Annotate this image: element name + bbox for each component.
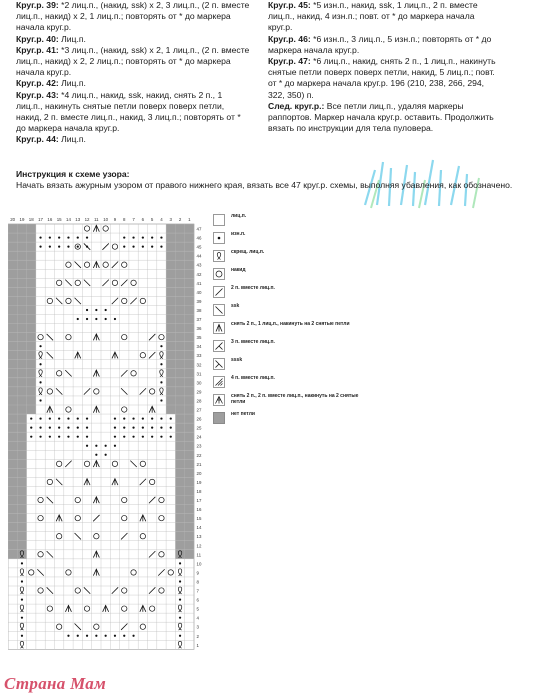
column-number: 8 bbox=[123, 217, 126, 222]
purl-dot bbox=[160, 427, 162, 429]
purl-dot bbox=[132, 436, 134, 438]
purl-dot bbox=[123, 635, 125, 637]
purl-dot bbox=[39, 399, 41, 401]
purl-dot bbox=[86, 318, 88, 320]
slash-left-icon bbox=[213, 304, 225, 316]
purl-dot bbox=[160, 417, 162, 419]
no-stitch-cell bbox=[166, 405, 194, 414]
row-number: 36 bbox=[196, 326, 202, 332]
row-number: 22 bbox=[196, 452, 202, 458]
purl-dot bbox=[86, 436, 88, 438]
watermark: Страна Мам bbox=[4, 674, 107, 693]
purl-dot bbox=[160, 381, 162, 383]
no-stitch-cell bbox=[166, 269, 194, 278]
no-stitch-cell bbox=[166, 224, 194, 233]
circle-icon bbox=[213, 268, 225, 280]
column-number: 7 bbox=[132, 217, 135, 222]
no-stitch-cell bbox=[166, 333, 194, 342]
legend-item bbox=[213, 411, 373, 424]
purl-dot bbox=[30, 427, 32, 429]
purl-dot bbox=[77, 427, 79, 429]
purl-dot bbox=[170, 427, 172, 429]
row-number: 13 bbox=[196, 534, 202, 540]
column-number: 20 bbox=[10, 217, 16, 222]
purl-dot bbox=[114, 635, 116, 637]
purl-dot bbox=[86, 417, 88, 419]
no-stitch-cell bbox=[166, 342, 194, 351]
row-43: Круг.р. 43: *4 лиц.п., накид, ssk, накид, снять 2 п., 1 лиц.п., накинуть снятые петли поверх поверх петли, накид, 2 п. вместе лиц.п., накид, 3 лиц.п.; повторять от * до маркера начала круг.р. bbox=[16, 89, 241, 134]
no-stitch-cell bbox=[166, 296, 194, 305]
purl-dot bbox=[86, 445, 88, 447]
legend-label: 4 п. вместе лиц.п. bbox=[231, 375, 275, 381]
purl-dot bbox=[39, 381, 41, 383]
purl-dot bbox=[77, 417, 79, 419]
row-number: 2 bbox=[196, 633, 199, 639]
purl-dot bbox=[142, 236, 144, 238]
purl-dot bbox=[95, 318, 97, 320]
row-number: 5 bbox=[196, 606, 199, 612]
instructions-body: Начать вязать ажурным узором от правого нижнего края, вязать все 47 круг.р. схемы, выполняя убавления, как обозначено. bbox=[16, 180, 513, 191]
row-number: 19 bbox=[196, 479, 202, 485]
purl-dot bbox=[49, 246, 51, 248]
legend-item bbox=[213, 321, 373, 334]
row-number: 27 bbox=[196, 407, 202, 413]
legend-label: лиц.п. bbox=[231, 213, 247, 219]
purl-dot bbox=[39, 363, 41, 365]
three-together-icon bbox=[213, 340, 225, 352]
row-number: 18 bbox=[196, 488, 202, 494]
no-stitch-cell bbox=[8, 242, 36, 251]
knitting-chart bbox=[8, 214, 210, 664]
instructions-left-column bbox=[16, 0, 251, 146]
purl-dot bbox=[170, 436, 172, 438]
purl-dot bbox=[123, 236, 125, 238]
row-number: 10 bbox=[196, 561, 202, 567]
purl-dot bbox=[179, 635, 181, 637]
no-stitch-cell bbox=[8, 305, 36, 314]
purl-dot bbox=[86, 635, 88, 637]
no-stitch-cell bbox=[8, 351, 36, 360]
row-number: 29 bbox=[196, 389, 202, 395]
purl-dot bbox=[114, 427, 116, 429]
row-number: 35 bbox=[196, 335, 202, 341]
column-number: 9 bbox=[113, 217, 117, 222]
no-stitch-cell bbox=[8, 324, 36, 333]
column-number: 3 bbox=[169, 217, 172, 222]
no-stitch-cell bbox=[166, 233, 194, 242]
no-stitch-cell bbox=[8, 251, 36, 260]
purl-dot bbox=[95, 635, 97, 637]
legend-item bbox=[213, 393, 373, 406]
no-stitch-cell bbox=[8, 369, 36, 378]
purl-dot bbox=[160, 345, 162, 347]
column-number: 12 bbox=[84, 217, 90, 222]
purl-dot bbox=[151, 236, 153, 238]
row-number: 42 bbox=[196, 271, 202, 277]
column-number: 14 bbox=[66, 217, 71, 222]
purl-dot bbox=[86, 236, 88, 238]
purl-dot bbox=[132, 236, 134, 238]
no-stitch-cell bbox=[8, 396, 36, 405]
purl-dot bbox=[105, 454, 107, 456]
purl-dot bbox=[77, 635, 79, 637]
no-stitch-cell bbox=[166, 315, 194, 324]
row-number: 45 bbox=[196, 244, 202, 250]
four-together-icon bbox=[213, 376, 225, 388]
purl-dot bbox=[114, 417, 116, 419]
row-number: 20 bbox=[196, 470, 202, 476]
row-number: 3 bbox=[196, 624, 199, 630]
no-stitch-cell bbox=[166, 278, 194, 287]
no-stitch-cell bbox=[8, 405, 36, 414]
no-stitch-cell bbox=[8, 333, 36, 342]
purl-dot bbox=[39, 236, 41, 238]
purl-dot bbox=[77, 436, 79, 438]
row-40: Круг.р. 40: Лиц.п. bbox=[16, 33, 86, 44]
purl-dot bbox=[132, 635, 134, 637]
purl-dot bbox=[114, 445, 116, 447]
purl-dot bbox=[49, 436, 51, 438]
legend-label: 2 п. вместе лиц.п. bbox=[231, 285, 275, 291]
row-number: 44 bbox=[196, 253, 202, 259]
purl-dot bbox=[58, 236, 60, 238]
no-stitch-cell bbox=[8, 260, 36, 269]
row-number: 15 bbox=[196, 516, 202, 522]
legend-item bbox=[213, 213, 373, 226]
purl-dot bbox=[77, 236, 79, 238]
purl-dot bbox=[58, 436, 60, 438]
no-stitch-cell bbox=[166, 287, 194, 296]
no-stitch-cell bbox=[8, 269, 36, 278]
dot-icon bbox=[213, 232, 225, 244]
purl-dot bbox=[114, 436, 116, 438]
purl-dot bbox=[67, 635, 69, 637]
purl-dot bbox=[132, 427, 134, 429]
no-stitch-cell bbox=[8, 360, 36, 369]
row-47: Круг.р. 47: *6 лиц.п., накид, снять 2 п., 1 лиц.п., накинуть снятые петли поверх поверх петли, накид, 5 лиц.п.; повт. от * до маркера начала круг.р. 196 (210, 238, 266, 294, 322, 350) п. bbox=[268, 56, 496, 100]
row-45: Круг.р. 45: *5 изн.п., накид, ssk, 1 лиц.п., 2 п. вместе лиц.п., накид, 4 изн.п.; повт. от * до маркера начала круг.р. bbox=[268, 0, 478, 33]
column-number: 16 bbox=[47, 217, 53, 222]
purl-dot bbox=[77, 318, 79, 320]
row-41: Круг.р. 41: *3 лиц.п., (накид, ssk) х 2, 1 лиц.п., (2 п. вместе лиц.п., накид) х 2, 2 лиц.п.; повторять от * до маркера начала круг.р. bbox=[16, 44, 250, 78]
column-number: 11 bbox=[94, 217, 99, 222]
row-number: 8 bbox=[196, 579, 199, 585]
purl-dot bbox=[160, 246, 162, 248]
row-number: 21 bbox=[196, 461, 202, 467]
column-number: 13 bbox=[75, 217, 81, 222]
row-number: 47 bbox=[196, 226, 202, 232]
row-number: 4 bbox=[196, 615, 199, 621]
row-next: След. круг.р.: Все петли лиц.п., удаляя маркеры раппортов. Маркер начала круг.р. оставить. Продолжить вязать по инструкции для тела пуловера. bbox=[268, 100, 494, 134]
row-number: 24 bbox=[196, 434, 202, 440]
purl-dot bbox=[142, 246, 144, 248]
legend-item bbox=[213, 285, 373, 298]
legend-item bbox=[213, 303, 373, 316]
legend-label: sssk bbox=[231, 357, 243, 363]
row-39: Круг.р. 39: *2 лиц.п., (накид, ssk) х 2, 3 лиц.п., (2 п. вместе лиц.п., накид) х 2, 1 лиц.п.; повторять от * до маркера начала круг.р. bbox=[16, 0, 250, 33]
row-46: Круг.р. 46: *6 изн.п., 3 лиц.п., 5 изн.п.; повторять от * до маркера начала круг.р. bbox=[268, 33, 492, 55]
chart-instructions bbox=[16, 169, 521, 191]
row-number: 37 bbox=[196, 317, 202, 323]
purl-dot bbox=[21, 562, 23, 564]
instructions-heading: Инструкция к схеме узора: bbox=[16, 169, 130, 179]
no-stitch-cell bbox=[8, 287, 36, 296]
legend-label: нет петли bbox=[231, 411, 255, 417]
purl-dot bbox=[123, 427, 125, 429]
row-number: 28 bbox=[196, 398, 202, 404]
purl-dot bbox=[142, 427, 144, 429]
row-42: Круг.р. 42: Лиц.п. bbox=[16, 78, 86, 89]
purl-dot bbox=[39, 345, 41, 347]
purl-dot bbox=[179, 598, 181, 600]
purl-dot bbox=[105, 635, 107, 637]
row-number: 40 bbox=[196, 289, 202, 295]
legend-item bbox=[213, 357, 373, 370]
purl-dot bbox=[105, 445, 107, 447]
legend-item bbox=[213, 231, 373, 244]
column-number: 2 bbox=[178, 217, 182, 222]
purl-dot bbox=[95, 454, 97, 456]
column-number: 1 bbox=[188, 217, 191, 222]
purl-dot bbox=[151, 417, 153, 419]
purl-dot bbox=[67, 246, 69, 248]
legend-label: снять 2 п., 2 п. вместе лиц.п., накинуть на 2 снятые петли bbox=[231, 393, 359, 405]
column-number: 15 bbox=[56, 217, 62, 222]
legend-label: скрещ. лиц.п. bbox=[231, 249, 265, 255]
purl-dot bbox=[160, 436, 162, 438]
no-stitch-icon bbox=[213, 412, 225, 424]
purl-dot bbox=[179, 617, 181, 619]
row-number: 7 bbox=[196, 588, 199, 594]
no-stitch-cell bbox=[8, 224, 36, 233]
purl-dot bbox=[86, 427, 88, 429]
row-number: 1 bbox=[196, 642, 199, 648]
row-number: 46 bbox=[196, 235, 202, 241]
row-number: 14 bbox=[196, 525, 202, 531]
no-stitch-cell bbox=[8, 233, 36, 242]
no-stitch-cell bbox=[8, 278, 36, 287]
purl-dot bbox=[67, 417, 69, 419]
purl-dot bbox=[86, 309, 88, 311]
no-stitch-cell bbox=[8, 387, 36, 396]
no-stitch-cell bbox=[8, 378, 36, 387]
purl-dot bbox=[105, 309, 107, 311]
purl-dot bbox=[49, 417, 51, 419]
purl-dot bbox=[39, 246, 41, 248]
column-number: 19 bbox=[19, 217, 25, 222]
row-number: 38 bbox=[196, 307, 202, 313]
purl-dot bbox=[179, 580, 181, 582]
no-stitch-cell bbox=[166, 360, 194, 369]
row-44: Круг.р. 44: Лиц.п. bbox=[16, 134, 86, 145]
row-number: 12 bbox=[196, 543, 202, 549]
blank-square-icon bbox=[213, 214, 225, 226]
legend-label: накид bbox=[231, 267, 246, 273]
purl-dot bbox=[39, 417, 41, 419]
double-decrease-icon bbox=[213, 322, 225, 334]
purl-dot bbox=[132, 246, 134, 248]
row-number: 30 bbox=[196, 380, 202, 386]
column-number: 10 bbox=[103, 217, 109, 222]
row-number: 31 bbox=[196, 371, 202, 377]
purl-dot bbox=[123, 246, 125, 248]
no-stitch-cell bbox=[8, 296, 36, 305]
slash-right-icon bbox=[213, 286, 225, 298]
purl-dot bbox=[67, 236, 69, 238]
legend-label: снять 2 п., 1 лиц.п., накинуть на 2 снятые петли bbox=[231, 321, 350, 327]
purl-dot bbox=[105, 318, 107, 320]
no-stitch-cell bbox=[166, 242, 194, 251]
row-number: 33 bbox=[196, 353, 202, 359]
row-number: 11 bbox=[196, 552, 202, 558]
row-number: 9 bbox=[196, 570, 199, 576]
twisted-knit-icon bbox=[213, 250, 225, 262]
purl-dot bbox=[123, 436, 125, 438]
legend-label: изн.п. bbox=[231, 231, 246, 237]
legend-item bbox=[213, 375, 373, 388]
purl-dot bbox=[67, 427, 69, 429]
no-stitch-cell bbox=[166, 396, 194, 405]
legend-item bbox=[213, 267, 373, 280]
no-stitch-cell bbox=[8, 342, 36, 351]
no-stitch-cell bbox=[166, 369, 194, 378]
no-stitch-cell bbox=[166, 378, 194, 387]
column-number: 5 bbox=[150, 217, 154, 222]
purl-dot bbox=[21, 635, 23, 637]
legend-item bbox=[213, 249, 373, 262]
column-number: 4 bbox=[160, 217, 163, 222]
no-stitch-cell bbox=[166, 260, 194, 269]
row-number: 26 bbox=[196, 416, 202, 422]
no-stitch-cell bbox=[8, 315, 36, 324]
purl-dot bbox=[67, 436, 69, 438]
purl-dot bbox=[58, 246, 60, 248]
purl-dot bbox=[151, 436, 153, 438]
purl-dot bbox=[142, 436, 144, 438]
purl-dot bbox=[58, 417, 60, 419]
purl-dot bbox=[58, 427, 60, 429]
purl-dot bbox=[95, 309, 97, 311]
legend-label: ssk bbox=[231, 303, 240, 309]
purl-dot bbox=[39, 436, 41, 438]
purl-dot bbox=[21, 580, 23, 582]
purl-dot bbox=[39, 427, 41, 429]
purl-dot bbox=[142, 417, 144, 419]
row-number: 23 bbox=[196, 443, 202, 449]
row-number: 34 bbox=[196, 344, 202, 350]
no-stitch-cell bbox=[166, 251, 194, 260]
row-number: 25 bbox=[196, 425, 202, 431]
instructions-right-column bbox=[268, 0, 498, 134]
five-decrease-icon bbox=[213, 394, 225, 406]
purl-dot bbox=[160, 363, 162, 365]
purl-dot bbox=[151, 246, 153, 248]
purl-dot bbox=[132, 417, 134, 419]
no-stitch-cell bbox=[166, 305, 194, 314]
no-stitch-cell bbox=[166, 387, 194, 396]
row-number: 39 bbox=[196, 298, 202, 304]
purl-dot bbox=[170, 417, 172, 419]
chart-legend bbox=[213, 213, 373, 429]
purl-dot bbox=[21, 598, 23, 600]
purl-dot bbox=[49, 427, 51, 429]
legend-label: 3 п. вместе лиц.п. bbox=[231, 339, 275, 345]
purl-dot bbox=[77, 246, 79, 248]
column-number: 17 bbox=[38, 217, 43, 222]
row-number: 6 bbox=[196, 597, 199, 603]
purl-dot bbox=[151, 427, 153, 429]
column-number: 6 bbox=[141, 217, 145, 222]
row-number: 17 bbox=[196, 498, 202, 504]
no-stitch-cell bbox=[166, 351, 194, 360]
purl-dot bbox=[114, 318, 116, 320]
purl-dot bbox=[30, 417, 32, 419]
purl-dot bbox=[30, 436, 32, 438]
row-number: 32 bbox=[196, 362, 202, 368]
purl-dot bbox=[21, 617, 23, 619]
sssk-icon bbox=[213, 358, 225, 370]
purl-dot bbox=[179, 562, 181, 564]
row-number: 41 bbox=[196, 280, 202, 286]
purl-dot bbox=[123, 417, 125, 419]
row-number: 43 bbox=[196, 262, 202, 268]
row-number: 16 bbox=[196, 507, 202, 513]
purl-dot bbox=[160, 236, 162, 238]
legend-item bbox=[213, 339, 373, 352]
purl-dot bbox=[160, 399, 162, 401]
knitting-chart-svg bbox=[8, 214, 210, 664]
purl-dot bbox=[49, 236, 51, 238]
column-number: 18 bbox=[28, 217, 34, 222]
no-stitch-cell bbox=[166, 324, 194, 333]
purl-dot bbox=[95, 445, 97, 447]
